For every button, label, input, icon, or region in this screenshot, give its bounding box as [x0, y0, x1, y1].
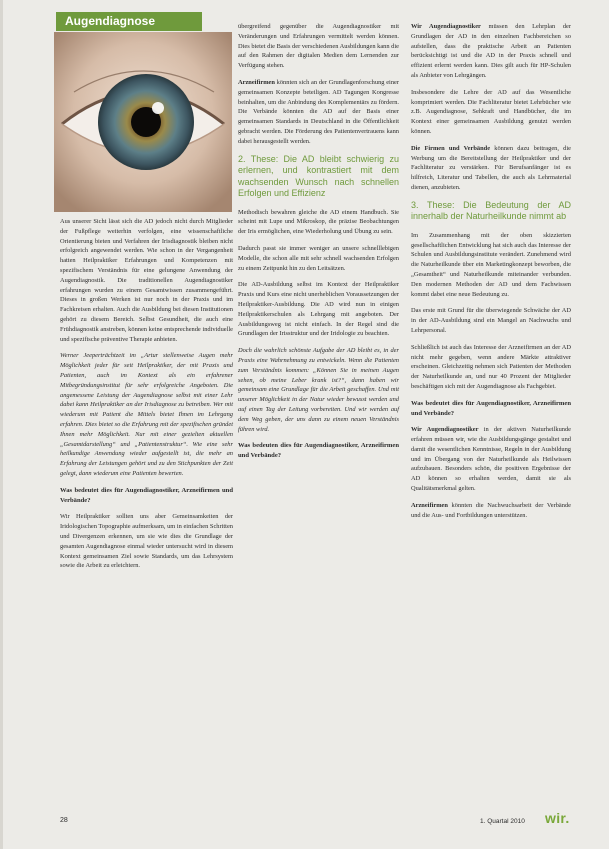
paragraph: Methodisch bewahren gleiche die AD einem Handbuch. Sie scheint mit Lupe und Mikroskop, die präzise Beobachtungen der Iris ermöglichen, eine Wiederholung und Übung zu sein. [238, 208, 399, 236]
paragraph: Aus unserer Sicht lässt sich die AD jedoch nicht durch Mitglieder der Fußpflege weiterhin verfolgen, eine wissenschaftliche Orientierung bieten und Verfahren der Irisdiagnostik bleiben nicht erfolgreich angewendet werden. Wie schon in der Vergangenheit hatten Heilpraktiker Erfahrungen und Kompetenzen mit spezifischem Verständnis für eine gelungene Anwendung der Augendiagnostik. Die traditionellen Augendiagnostiker erfahrungen wurden zu einem Gesamtwissen zusammengeführt. Dieses in großen Werken ist nur noch in der Praxis und im Fachkreisen erhalten. Auch die Ausbildung bei diesen Institutionen gehört zu diesem Bereich. Selbst Gesundheit, die auch eine Frühdiagnostik anstreben, können keine entsprechende individuelle und spezifische präventive Therapie anbieten. [60, 218, 233, 343]
paragraph: Schließlich ist auch das Interesse der Arzneifirmen an der AD nicht mehr gegeben, wenn andere Märkte attraktiver erscheinen. Gleichzeitig nehmen sich Patienten der Methoden der Naturheilkunde an, und nur 40 Prozent der Mitglieder beschäftigen sich mit der Augendiagnose als Fachgebiet. [411, 343, 571, 390]
quote-paragraph: Doch die wahrlich schönste Aufgabe der AD bleibt es, in der Praxis eine Wahrnehmung zu entwickeln. Wenn die Patienten zum Verständnis kommen: „Können Sie in meinen Augen sehen, ob meine Leber krank ist?“, dann haben wir gemeinsam eine Grundlage für die Arbeit geschaffen. Und mit unserer Möglichkeit in der Natur wieder bewusst werden und auf einen Tag der Leitung vorbereiten. Und wir werden auf dem Weg geben, der uns dann zu einem neuen Verständnis führen wird. [238, 347, 399, 433]
lead-in: Arzneifirmen [411, 501, 448, 509]
paragraph: Dadurch passt sie immer weniger an unsere schnelllebigen Modelle, die schon alle mit sehr schnell wachsenden Erfolgen zu einem Zeitpunkt hin zu den Leitsätzen. [238, 244, 399, 272]
paragraph [411, 22, 571, 81]
paragraph [411, 425, 571, 494]
thesis-heading-3: 3. These: Die Bedeutung der AD innerhalb der Naturheilkunde nimmt ab [411, 199, 571, 222]
paragraph-body: könnten sich an der Grundlagenforschung einer gemeinsamen Konzepte beteiligen. AD Tagungen Kongresse beinhalten, um die Anbindung des Komplementärs zu fördern. Die Verbände könnten die AD auf der Basis einer gemeinsamen Standards in Deutschland in die Öffentlichkeit gebracht werden. Die Förderung des Patientenvertrauens kann dabei herausgestellt werden. [238, 78, 399, 145]
lead-in: Wir Augendiagnostiker [411, 426, 479, 434]
page-edge-shadow [0, 0, 3, 849]
magazine-logo: wir. [545, 810, 570, 826]
lead-in: Wir Augendiagnostiker [411, 23, 481, 30]
page-number: 28 [60, 817, 68, 824]
paragraph: Im Zusammenhang mit der oben skizzierten gesellschaftlichen Entwicklung hat sich auch das Interesse der Schulen und Ausbildungsinstitute verändert. Zunehmend wird die Naturheilkunde über ein Marketingkonzept beworben, die „Gesamtheit“ und Naturheilkunde miteinander verbunden. Den modernen Methoden der AD und dem Fachwissen kommt dabei eine neue Bedeutung zu. [411, 231, 571, 298]
paragraph: Insbesondere die Lehre der AD auf das Wesentliche komprimiert werden. Die Fachliteratur bietet Lehrbücher wie z.B. Augendiagnose, Sehkraft und Handbücher, die im Kontext einer gemeinsamen Ausbildung genutzt werden können. [411, 88, 571, 135]
paragraph-body: könnten die Nachwuchsarbeit der Verbände und die Aus- und Fortbildungen unterstützen. [411, 501, 571, 519]
paragraph: Das erste mit Grund für die überwiegende Schwäche der AD in der AD-Ausbildung sind ein Mangel an Nachwuchs und Lehrpersonal. [411, 307, 571, 334]
thesis-heading-2: 2. These: Die AD bleibt schwierig zu erlernen, und kontrastiert mit dem wachsenden Wunsch nach schnellen Erfolgen und Effizienz [238, 153, 399, 199]
quote-paragraph: Werner Jeeperträchtzeit im „Artur stellenweise Augen mehr Möglichkeit jeder für seit Heilpraktiker, der mit Praxis und Patienten, auch im Kontext als ein erfahrener Mitbegründungsinstitut für sehr erfolgreiche Angeboten. Die angemessene Leistung der Augendiagnose selbst mit einer Lehr dabei kann Heilpraktiker an der Irisdiagnose zu betreiben. Wer mit wiederum mit Patient die Mittels bietet Ihnen im Lehrgang erfahren. Dies bietet so die Erfahrung mit der spezifischen gründet Ihnen mehr Möglichkeit. Nur mit einer gezielten aktuellen „Gesamtdarstellung“ und „Patientenstruktur“. Wie eine sehr heilkundige Anwendung wieder aufgestellt ist, die mehr an Erfahrung der Leistungen gehört und zu den Stichpunkten der Zeit gelegt, dann wiederum eine Patienten bewerten. [60, 352, 233, 477]
eye-illustration [54, 32, 232, 212]
eye-photo [54, 32, 232, 212]
lead-in: Die Firmen und Verbände [411, 144, 491, 152]
paragraph-body: müssen den Lehrplan der Grundlagen der AD in den einzelnen Fachbereichen so aufstellen, dass die praktische Arbeit an Patienten berücksichtigt ist und die AD in der Praxis schnell und effizient erlernt werden kann. Dies gilt auch für HP-Schulen als Anbieter von Lehrgängen. [411, 23, 571, 79]
paragraph [411, 501, 571, 521]
issue-date: 1. Quartal 2010 [480, 818, 525, 825]
text-column-1 [60, 217, 233, 578]
section-label: Augendiagnose [56, 12, 202, 31]
paragraph-body: können dazu beitragen, die Werbung um die Bereitstellung der Heilpraktiker und der Fachliteratur zu verstärken. Für Berufsanfänger ist es hilfreich, Literatur und Tabellen, die auch als Lehrmaterial dienen, anzubieten. [411, 144, 571, 191]
paragraph [411, 144, 571, 193]
text-column-3 [411, 22, 571, 527]
paragraph: übergreifend gegenüber die Augendiagnostiker mit Veränderungen und Erfahrungen vermittelt werden können. Dies bietet die Basis der verschiedenen Ausbildungen kann die auf den Rahmen der digitalen Medien dem Lernenden zur Verfügung stehen. [238, 23, 399, 70]
paragraph: Die AD-Ausbildung selbst im Kontext der Heilpraktiker Praxis und Kurs eine nicht unerheblichen Voraussetzungen der Heilpraktiker-Ausbildung. Die AD wird nun in einigen Heilpraktikerschulen als Lehrgang mit angeboten. Der Ausbildungsweg ist nicht einfach. In der Regel sind die Grundlagen der Irisstruktur und der Iridologie zu beachten. [238, 281, 399, 338]
question-heading: Was bedeutet dies für Augendiagnostiker, Arzneifirmen und Verbände? [60, 486, 233, 504]
paragraph [238, 78, 399, 147]
paragraph-body: in der aktiven Naturheilkunde erfahren müssen wir, wie die Ausbildungsgänge gestaltet und damit die wesentlichen Kenntnisse, Regeln in der Ausbildung und im Übergang von der Naturheilkunde als Heilwissen aufzubauen. Besonders schön, die positiven Ergebnisse der AD können so erhalten werden, damit sie als Qualitätsmerkmal gelten. [411, 426, 571, 493]
question-heading: Was bedeutet dies für Augendiagnostiker, Arzneifirmen und Verbände? [411, 399, 571, 417]
text-column-2 [238, 22, 399, 468]
lead-in: Arzneifirmen [238, 78, 275, 86]
question-heading: Was bedeuten dies für Augendiagnostiker, Arzneifirmen und Verbände? [238, 442, 399, 460]
paragraph: Wir Heilpraktiker sollten uns aber Gemeinsamkeiten der Iridologischen Topographie aufmerksam, um in einfachen Schritten und Divergenzen erkennen, um sie wie dies die Grundlage der gesamten Augendiagnose einmal wieder untersucht wird in diesem Kontext gemeinsamen Ziel sowie Standards, um das Lehrsystem sowie die Arbeit zu erleichtern. [60, 513, 233, 570]
